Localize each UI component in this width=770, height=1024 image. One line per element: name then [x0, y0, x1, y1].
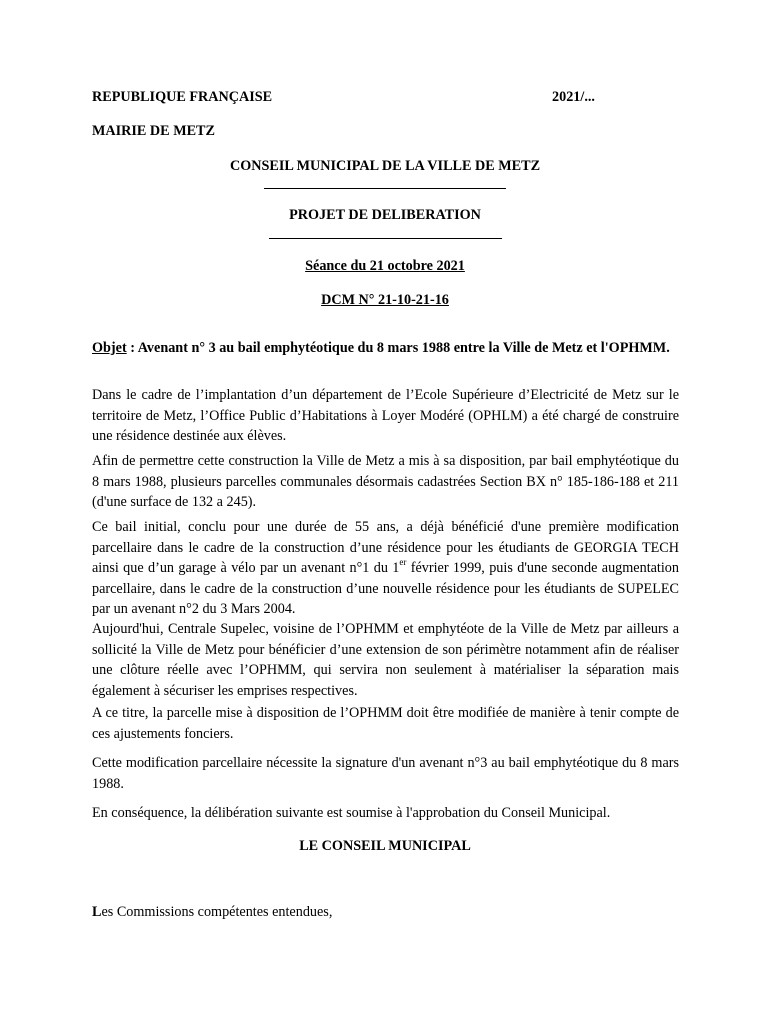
paragraph-4: Aujourd'hui, Centrale Supelec, voisine de l’OPHMM et emphytéote de la Ville de Metz par ailleurs a sollicité la Ville de Metz pour bénéficier d’une extension de son périmètre notamment afin de réaliser une clôture réelle avec l’OPHMM, qui servira non seulement à matérialiser la séparation mais également à sécuriser les emprises respectives.	[92, 621, 679, 699]
reference-number: 2021/...	[552, 89, 595, 105]
object-text: Avenant n° 3 au bail emphytéotique du 8 mars 1988 entre la Ville de Metz et l'OPHMM.	[137, 340, 670, 356]
commissions-text: es Commissions compétentes entendues,	[101, 904, 333, 920]
council-title: CONSEIL MUNICIPAL DE LA VILLE DE METZ	[229, 158, 541, 174]
paragraph-7: En conséquence, la délibération suivante est soumise à l'approbation du Conseil Municipal.	[92, 805, 611, 821]
title-divider-2	[269, 238, 502, 239]
council-heading: LE CONSEIL MUNICIPAL	[299, 838, 471, 854]
commissions-initial: L	[92, 904, 102, 920]
mairie-label: MAIRIE DE METZ	[92, 123, 215, 139]
paragraph-1: Dans le cadre de l’implantation d’un département de l’Ecole Supérieure d’Electricité de Metz sur le territoire de Metz, l’Office Public d’Habitations à Loyer Modéré (OPHLM) a été chargé de construire une résidence destinée aux élèves.	[92, 387, 679, 445]
paragraph-3-part-1: Ce bail initial, conclu pour une durée de 55 ans, a déjà bénéficié d'une première modification parcellaire dans le cadre de la construction d’une résidence pour les étudiants de GEORGIA TECH ainsi que d’un garage à vélo par un avenant n°1 du 1	[92, 519, 679, 577]
project-title: PROJET DE DELIBERATION	[289, 207, 481, 223]
title-divider-1	[264, 188, 506, 189]
object-separator: :	[126, 340, 138, 356]
republic-label: REPUBLIQUE FRANÇAISE	[92, 89, 273, 105]
object-label: Objet	[92, 340, 127, 356]
object-line	[92, 340, 679, 357]
commissions-line	[92, 904, 332, 921]
paragraph-6: Cette modification parcellaire nécessite la signature d'un avenant n°3 au bail emphytéotique du 8 mars 1988.	[92, 755, 679, 792]
paragraph-3	[92, 517, 679, 620]
dcm-number: DCM N° 21-10-21-16	[321, 292, 449, 308]
paragraph-3-part-2: février 1999, puis d'une seconde augmentation parcellaire, dans le cadre de la construction d’une nouvelle résidence pour les étudiants de SUPELEC par un avenant n°2 du 3 Mars 2004.	[92, 560, 679, 618]
session-date: Séance du 21 octobre 2021	[305, 258, 465, 274]
paragraph-3-superscript: er	[399, 557, 407, 568]
paragraph-5: A ce titre, la parcelle mise à disposition de l’OPHMM doit être modifiée de manière à tenir compte de ces ajustements fonciers.	[92, 705, 679, 742]
paragraph-2: Afin de permettre cette construction la Ville de Metz a mis à sa disposition, par bail emphytéotique du 8 mars 1988, plusieurs parcelles communales désormais cadastrées Section BX n° 185-186-188 et 211 (d'une surface de 132 a 245).	[92, 453, 679, 511]
